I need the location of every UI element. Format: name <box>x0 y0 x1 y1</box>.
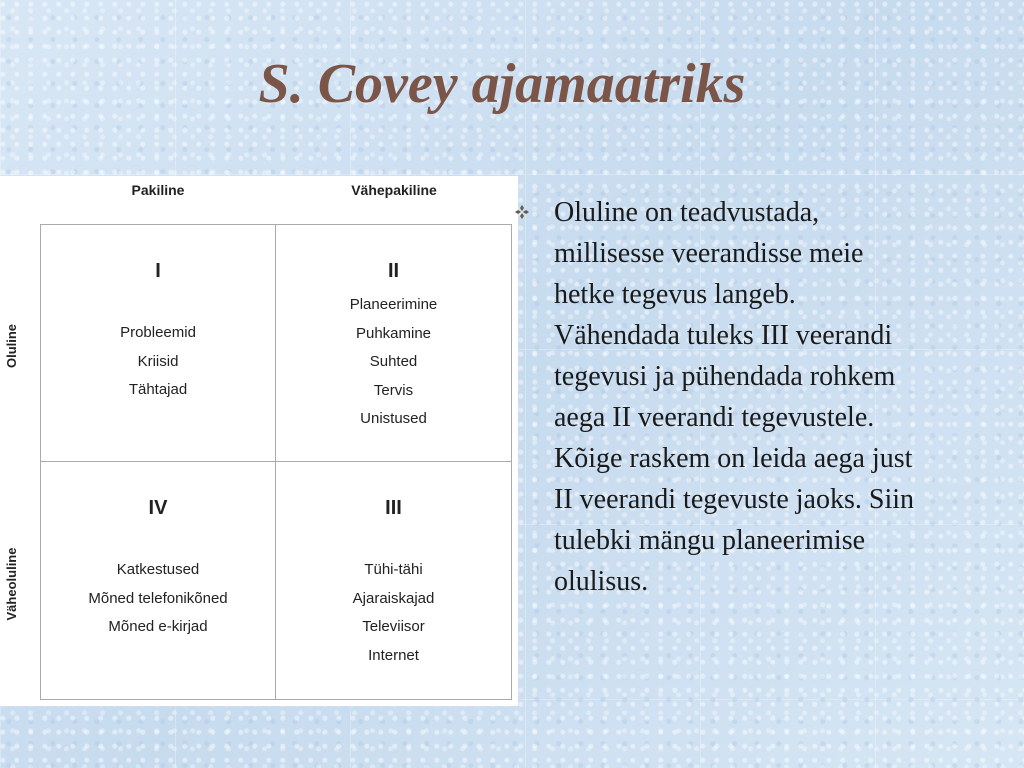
quadrant-numeral: III <box>385 497 402 519</box>
quadrant-i <box>41 225 276 462</box>
quadrant-numeral: II <box>387 260 400 282</box>
quadrant-item: Tervis <box>373 381 414 399</box>
quadrant-item: Probleemid <box>120 324 196 341</box>
quadrant-ii <box>276 225 511 462</box>
quadrant-item: Ajaraiskajad <box>352 589 435 607</box>
quadrant-item: Internet <box>368 646 419 664</box>
quadrant-item: Puhkamine <box>355 324 432 342</box>
time-management-matrix <box>0 176 518 706</box>
column-header-urgent: Pakiline <box>131 182 185 198</box>
quadrant-item: Kriisid <box>137 352 179 370</box>
quadrant-item: Planeerimine <box>349 296 438 313</box>
quadrant-item: Suhted <box>369 353 418 370</box>
quadrant-item: Unistused <box>360 410 427 427</box>
column-header-not-urgent: Vähepakiline <box>351 182 437 198</box>
quadrant-item: Tühi-tähi <box>364 561 423 578</box>
quadrant-iii <box>276 462 511 699</box>
slide-title: S. Covey ajamaatriks <box>258 53 746 115</box>
quadrant-item: Mõned e-kirjad <box>108 618 208 635</box>
quadrant-numeral: I <box>155 260 161 282</box>
matrix-grid <box>40 224 512 700</box>
quadrant-iv <box>41 462 276 699</box>
body-paragraph: Oluline on teadvustada, millisesse veerandisse meie hetke tegevus langeb. Vähendada tuleks III veerandi tegevusi ja pühendada rohkem aega II veerandi tegevustele. Kõige raskem on leida aega just II veerandi tegevuste jaoks. Siin tulebki mängu planeerimise olulisus. <box>554 197 915 597</box>
quadrant-item: Katkestused <box>116 561 200 578</box>
body-text-block <box>514 192 924 630</box>
quadrant-item: Tähtajad <box>128 381 188 398</box>
quadrant-numeral: IV <box>148 497 168 519</box>
four-diamond-bullet-icon <box>514 204 530 220</box>
quadrant-item: Televiisor <box>362 618 425 635</box>
row-header-important: Oluline <box>4 323 19 369</box>
row-header-not-important: Väheoluline <box>4 547 19 621</box>
quadrant-item: Mõned telefonikõned <box>88 589 228 607</box>
